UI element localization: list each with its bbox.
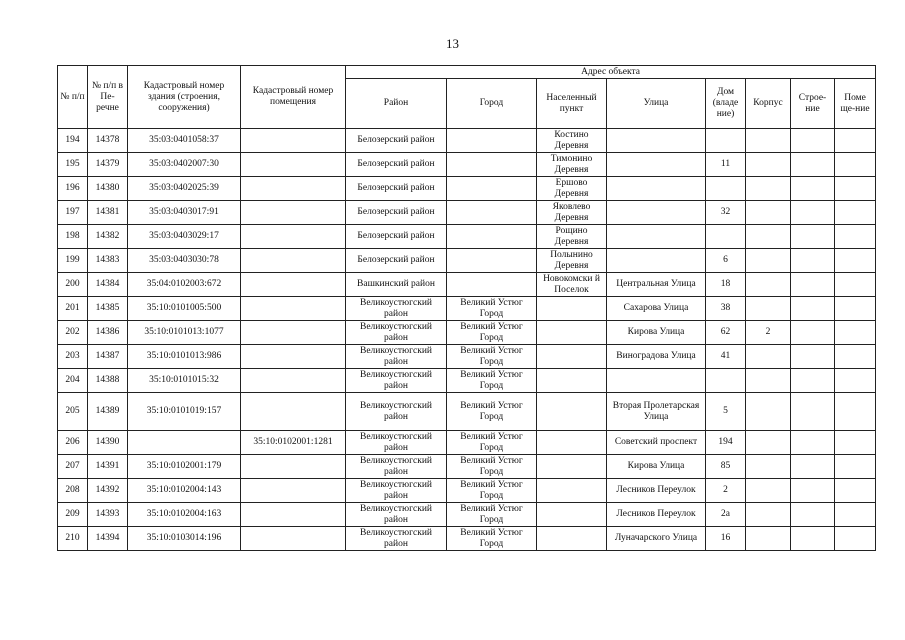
cell-street [607, 249, 706, 273]
cell-row-number: 199 [58, 249, 88, 273]
table-row [58, 455, 876, 479]
cell-room [835, 273, 876, 297]
cell-corpus [746, 503, 791, 527]
header-house: Дом (владе ние) [706, 79, 746, 129]
cell-city: Великий Устюг Город [447, 369, 537, 393]
cell-house: 38 [706, 297, 746, 321]
cell-city: Великий Устюг Город [447, 393, 537, 431]
cell-city: Великий Устюг Город [447, 321, 537, 345]
cell-building [791, 297, 835, 321]
cell-list-number: 14383 [88, 249, 128, 273]
cell-corpus [746, 393, 791, 431]
cell-room [835, 345, 876, 369]
cell-room [835, 153, 876, 177]
cell-list-number: 14384 [88, 273, 128, 297]
cell-cadastral-room [241, 345, 346, 369]
header-num: № п/п [58, 66, 88, 129]
table-row [58, 527, 876, 551]
cell-building [791, 321, 835, 345]
cell-cadastral-room [241, 201, 346, 225]
cell-city: Великий Устюг Город [447, 345, 537, 369]
cell-cadastral-building: 35:10:0101013:1077 [128, 321, 241, 345]
cell-list-number: 14394 [88, 527, 128, 551]
cell-cadastral-room [241, 527, 346, 551]
cell-building [791, 273, 835, 297]
cell-city [447, 153, 537, 177]
cell-list-number: 14386 [88, 321, 128, 345]
cell-settlement: Костино Деревня [537, 129, 607, 153]
cell-cadastral-room [241, 225, 346, 249]
cell-room [835, 129, 876, 153]
table-row [58, 225, 876, 249]
cell-row-number: 207 [58, 455, 88, 479]
cell-cadastral-building: 35:03:0402007:30 [128, 153, 241, 177]
cell-room [835, 393, 876, 431]
cell-row-number: 200 [58, 273, 88, 297]
cell-city [447, 177, 537, 201]
cell-house [706, 129, 746, 153]
cell-cadastral-room [241, 177, 346, 201]
cell-row-number: 198 [58, 225, 88, 249]
cell-settlement [537, 345, 607, 369]
cell-settlement [537, 503, 607, 527]
cell-cadastral-building [128, 431, 241, 455]
cell-street: Кирова Улица [607, 321, 706, 345]
cell-row-number: 203 [58, 345, 88, 369]
cell-room [835, 431, 876, 455]
cell-cadastral-room [241, 393, 346, 431]
cell-settlement [537, 321, 607, 345]
cell-district: Белозерский район [346, 129, 447, 153]
cell-city [447, 201, 537, 225]
table-row [58, 129, 876, 153]
cell-building [791, 153, 835, 177]
cell-list-number: 14379 [88, 153, 128, 177]
cell-row-number: 201 [58, 297, 88, 321]
cell-cadastral-building: 35:03:0403029:17 [128, 225, 241, 249]
cell-settlement [537, 527, 607, 551]
cell-cadastral-building: 35:10:0101019:157 [128, 393, 241, 431]
cell-building [791, 527, 835, 551]
cell-house: 62 [706, 321, 746, 345]
cell-corpus [746, 201, 791, 225]
cell-house: 194 [706, 431, 746, 455]
header-address-group: Адрес объекта [346, 66, 876, 79]
cell-house: 16 [706, 527, 746, 551]
cell-settlement: Новокомски й Поселок [537, 273, 607, 297]
cell-room [835, 455, 876, 479]
cell-city [447, 273, 537, 297]
cell-house: 85 [706, 455, 746, 479]
header-city: Город [447, 79, 537, 129]
cell-house: 2а [706, 503, 746, 527]
cell-cadastral-building: 35:03:0403030:78 [128, 249, 241, 273]
cell-building [791, 201, 835, 225]
cell-street: Лесников Переулок [607, 503, 706, 527]
cell-list-number: 14382 [88, 225, 128, 249]
cell-row-number: 210 [58, 527, 88, 551]
cell-settlement [537, 431, 607, 455]
cell-cadastral-building: 35:03:0403017:91 [128, 201, 241, 225]
cell-city [447, 249, 537, 273]
cell-corpus [746, 129, 791, 153]
cell-corpus [746, 369, 791, 393]
cell-district: Белозерский район [346, 201, 447, 225]
property-registry-table [57, 65, 876, 551]
table-row [58, 153, 876, 177]
cell-city: Великий Устюг Город [447, 503, 537, 527]
cell-list-number: 14388 [88, 369, 128, 393]
cell-list-number: 14380 [88, 177, 128, 201]
cell-street: Вторая Пролетарская Улица [607, 393, 706, 431]
cell-room [835, 201, 876, 225]
cell-corpus [746, 527, 791, 551]
cell-house [706, 369, 746, 393]
cell-settlement [537, 393, 607, 431]
cell-corpus [746, 153, 791, 177]
cell-room [835, 249, 876, 273]
cell-row-number: 196 [58, 177, 88, 201]
cell-settlement: Яковлево Деревня [537, 201, 607, 225]
cell-house: 41 [706, 345, 746, 369]
cell-street: Советский проспект [607, 431, 706, 455]
cell-cadastral-room [241, 369, 346, 393]
table-row [58, 177, 876, 201]
cell-district: Великоустюгский район [346, 527, 447, 551]
cell-house: 11 [706, 153, 746, 177]
cell-cadastral-building: 35:04:0102003:672 [128, 273, 241, 297]
cell-building [791, 455, 835, 479]
cell-cadastral-building: 35:10:0103014:196 [128, 527, 241, 551]
header-room: Поме ще-ние [835, 79, 876, 129]
cell-house: 18 [706, 273, 746, 297]
cell-settlement: Полынино Деревня [537, 249, 607, 273]
cell-row-number: 209 [58, 503, 88, 527]
cell-district: Великоустюгский район [346, 503, 447, 527]
cell-list-number: 14378 [88, 129, 128, 153]
header-cadastral-room: Кадастровый номер помещения [241, 66, 346, 129]
cell-list-number: 14391 [88, 455, 128, 479]
cell-corpus [746, 177, 791, 201]
cell-street [607, 201, 706, 225]
header-cadastral-building: Кадастровый номер здания (строения, сооружения) [128, 66, 241, 129]
cell-settlement [537, 455, 607, 479]
table-body [58, 129, 876, 551]
cell-city: Великий Устюг Город [447, 455, 537, 479]
header-district: Район [346, 79, 447, 129]
cell-corpus [746, 297, 791, 321]
cell-settlement: Ершово Деревня [537, 177, 607, 201]
cell-building [791, 129, 835, 153]
cell-cadastral-building: 35:10:0101015:32 [128, 369, 241, 393]
cell-room [835, 297, 876, 321]
cell-corpus [746, 345, 791, 369]
cell-cadastral-room [241, 249, 346, 273]
cell-cadastral-room [241, 479, 346, 503]
cell-street: Луначарского Улица [607, 527, 706, 551]
cell-district: Белозерский район [346, 249, 447, 273]
cell-list-number: 14385 [88, 297, 128, 321]
cell-street: Центральная Улица [607, 273, 706, 297]
cell-city: Великий Устюг Город [447, 297, 537, 321]
cell-street [607, 153, 706, 177]
cell-building [791, 479, 835, 503]
cell-building [791, 177, 835, 201]
cell-street: Кирова Улица [607, 455, 706, 479]
table-row [58, 369, 876, 393]
cell-district: Великоустюгский район [346, 297, 447, 321]
cell-house [706, 225, 746, 249]
cell-row-number: 206 [58, 431, 88, 455]
cell-district: Вашкинский район [346, 273, 447, 297]
cell-street [607, 369, 706, 393]
cell-cadastral-room [241, 153, 346, 177]
cell-room [835, 503, 876, 527]
cell-building [791, 345, 835, 369]
cell-room [835, 479, 876, 503]
cell-district: Великоустюгский район [346, 479, 447, 503]
cell-list-number: 14390 [88, 431, 128, 455]
cell-room [835, 369, 876, 393]
cell-house: 6 [706, 249, 746, 273]
cell-room [835, 225, 876, 249]
cell-building [791, 369, 835, 393]
cell-cadastral-room: 35:10:0102001:1281 [241, 431, 346, 455]
cell-house [706, 177, 746, 201]
cell-building [791, 249, 835, 273]
cell-district: Белозерский район [346, 177, 447, 201]
cell-corpus [746, 273, 791, 297]
cell-row-number: 197 [58, 201, 88, 225]
cell-house: 2 [706, 479, 746, 503]
page-number: 13 [446, 36, 459, 51]
cell-district: Великоустюгский район [346, 393, 447, 431]
cell-settlement [537, 369, 607, 393]
cell-city [447, 129, 537, 153]
cell-row-number: 208 [58, 479, 88, 503]
cell-street: Виноградова Улица [607, 345, 706, 369]
cell-district: Великоустюгский район [346, 369, 447, 393]
cell-district: Великоустюгский район [346, 431, 447, 455]
cell-cadastral-room [241, 455, 346, 479]
header-building: Строе-ние [791, 79, 835, 129]
cell-row-number: 202 [58, 321, 88, 345]
cell-cadastral-room [241, 297, 346, 321]
cell-district: Великоустюгский район [346, 455, 447, 479]
cell-cadastral-building: 35:03:0401058:37 [128, 129, 241, 153]
table-row [58, 321, 876, 345]
cell-city: Великий Устюг Город [447, 527, 537, 551]
cell-list-number: 14393 [88, 503, 128, 527]
cell-street: Лесников Переулок [607, 479, 706, 503]
table-row [58, 345, 876, 369]
table-row [58, 297, 876, 321]
table-row [58, 479, 876, 503]
header-street: Улица [607, 79, 706, 129]
cell-list-number: 14389 [88, 393, 128, 431]
cell-district: Белозерский район [346, 153, 447, 177]
cell-corpus [746, 249, 791, 273]
cell-building [791, 225, 835, 249]
cell-house: 32 [706, 201, 746, 225]
cell-cadastral-building: 35:10:0101005:500 [128, 297, 241, 321]
cell-cadastral-building: 35:03:0402025:39 [128, 177, 241, 201]
cell-settlement [537, 297, 607, 321]
cell-room [835, 527, 876, 551]
cell-building [791, 503, 835, 527]
header-settlement: Населенный пункт [537, 79, 607, 129]
cell-cadastral-room [241, 273, 346, 297]
cell-corpus [746, 225, 791, 249]
cell-district: Белозерский район [346, 225, 447, 249]
cell-cadastral-room [241, 503, 346, 527]
cell-row-number: 195 [58, 153, 88, 177]
table-row [58, 503, 876, 527]
cell-corpus [746, 455, 791, 479]
cell-room [835, 321, 876, 345]
header-list-num: № п/п в Пе-речне [88, 66, 128, 129]
cell-district: Великоустюгский район [346, 345, 447, 369]
cell-cadastral-room [241, 321, 346, 345]
cell-row-number: 194 [58, 129, 88, 153]
cell-corpus [746, 431, 791, 455]
table-row [58, 201, 876, 225]
cell-cadastral-room [241, 129, 346, 153]
cell-cadastral-building: 35:10:0102004:163 [128, 503, 241, 527]
cell-street [607, 129, 706, 153]
cell-settlement: Тимонино Деревня [537, 153, 607, 177]
cell-settlement [537, 479, 607, 503]
cell-cadastral-building: 35:10:0102001:179 [128, 455, 241, 479]
cell-list-number: 14387 [88, 345, 128, 369]
cell-row-number: 204 [58, 369, 88, 393]
cell-room [835, 177, 876, 201]
cell-list-number: 14381 [88, 201, 128, 225]
cell-street [607, 177, 706, 201]
cell-list-number: 14392 [88, 479, 128, 503]
cell-street: Сахарова Улица [607, 297, 706, 321]
cell-corpus [746, 479, 791, 503]
cell-building [791, 393, 835, 431]
cell-house: 5 [706, 393, 746, 431]
cell-cadastral-building: 35:10:0102004:143 [128, 479, 241, 503]
cell-street [607, 225, 706, 249]
table-row [58, 431, 876, 455]
cell-cadastral-building: 35:10:0101013:986 [128, 345, 241, 369]
cell-city [447, 225, 537, 249]
cell-city: Великий Устюг Город [447, 431, 537, 455]
table-row [58, 393, 876, 431]
cell-row-number: 205 [58, 393, 88, 431]
table-row [58, 273, 876, 297]
cell-settlement: Рощино Деревня [537, 225, 607, 249]
header-corpus: Корпус [746, 79, 791, 129]
cell-corpus: 2 [746, 321, 791, 345]
cell-district: Великоустюгский район [346, 321, 447, 345]
table-row [58, 249, 876, 273]
cell-building [791, 431, 835, 455]
cell-city: Великий Устюг Город [447, 479, 537, 503]
